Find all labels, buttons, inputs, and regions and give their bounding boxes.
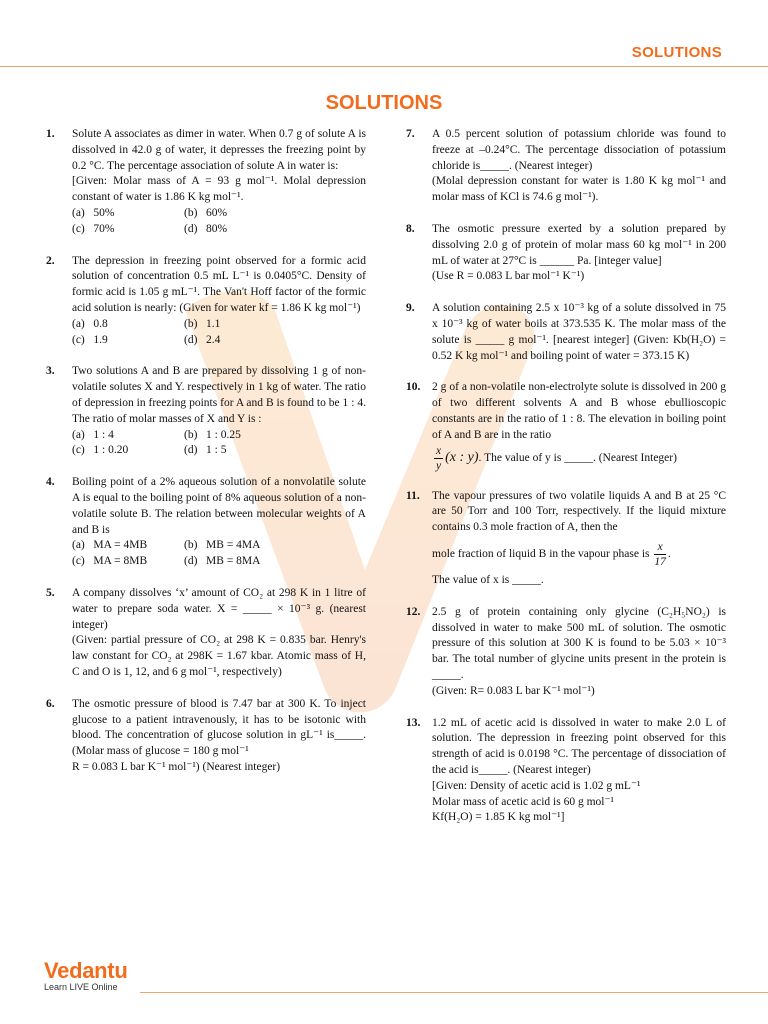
question-2: [46, 254, 366, 349]
question-11: [406, 489, 726, 589]
question-3: [46, 364, 366, 459]
question-inline-text: mole fraction of liquid B in the vapour phase is: [432, 548, 650, 561]
question-extra: The value of x is _____.: [432, 573, 544, 586]
option-b: (b) MB = 4MA: [184, 539, 261, 552]
question-given: (Given: partial pressure of CO₂ at 298 K = 0.835 bar. Henry's law constant for CO₂ at 298K = 1.67 kbar. Atomic mass of H, C and O is 1, 12, and 6 g mol⁻¹, respectively): [72, 634, 366, 678]
fraction: $\frac{x}{y}$: [436, 444, 442, 472]
question-text: 1.2 mL of acetic acid is dissolved in water to make 2.0 L of solution. The depression in freezing point observed for this strength of acid is 0.0198 °C. The percentage of dissociation of the acid is_____. (Nearest integer): [432, 716, 726, 776]
question-tail: .: [667, 548, 671, 561]
option-c: (c) 70%: [72, 222, 115, 235]
left-column: [46, 127, 366, 792]
question-text: The depression in freezing point observed for a formic acid solution of concentration 0.5 mL L⁻¹ is 0.0405°C. Density of formic acid is 1.05 g mL⁻¹. The Van't Hoff factor of the formic acid solution is nearly: (Given for water kf = 1.86 K kg mol⁻¹): [72, 254, 366, 314]
question-text: The vapour pressures of two volatile liquids A and B at 25 °C are 50 Torr and 100 Torr, respectively. If the liquid mixture contains 0.3 mole fraction of A, then the: [432, 489, 726, 534]
option-b: (b) 60%: [184, 206, 228, 219]
option-c: (c) 1.9: [72, 333, 108, 346]
question-given: (Use R = 0.083 L bar mol⁻¹ K⁻¹): [432, 270, 585, 283]
option-a: (a) MA = 4MB: [72, 539, 148, 552]
option-a: (a) 0.8: [72, 317, 108, 330]
header-divider: [0, 66, 768, 67]
question-number: 6.: [46, 697, 55, 710]
question-text: Solute A associates as dimer in water. When 0.7 g of solute A is dissolved in 42.0 g of water, it depresses the freezing point by 0.2 °C. The percentage association of solute A in water is:: [72, 128, 366, 172]
question-text: A solution containing 2.5 x 10⁻³ kg of a solute dissolved in 75 x 10⁻³ kg of water boils at 373.535 K. The molar mass of the solute is _____ g mol⁻¹. [nearest integer] (Given: Kb(H₂O) = 0.52 K kg mol⁻¹ and boiling point of water = 373.15 K): [432, 302, 726, 362]
question-text: The osmotic pressure of blood is 7.47 bar at 300 K. To inject glucose to a patient intravenously, it has to be isotonic with blood. The concentration of glucose solution in gL⁻¹ is_____. (Molar mass of glucose = 180 g mol⁻¹: [72, 697, 366, 758]
question-given: Kf(H₂O) = 1.85 K kg mol⁻¹]: [432, 811, 565, 824]
ratio-expression: (x : y): [445, 449, 479, 465]
question-fraction-line: [432, 540, 726, 569]
question-number: 7.: [406, 128, 415, 140]
question-text: Two solutions A and B are prepared by dissolving 1 g of non-volatile solutes X and Y. respectively in 1 kg of water. The ratio of depression in freezing points for A and B is found to be 1 : 4. The ratio of molar masses of X and Y is :: [72, 365, 366, 425]
question-given: R = 0.083 L bar K⁻¹ mol⁻¹) (Nearest integer): [72, 760, 281, 773]
question-given: Molar mass of acetic acid is 60 g mol⁻¹: [432, 795, 614, 808]
question-text: A 0.5 percent solution of potassium chloride was found to freeze at –0.24°C. The percentage dissociation of potassium chloride is_____. (Nearest integer): [432, 128, 726, 172]
option-d: (d) 80%: [184, 222, 228, 235]
question-10: [406, 380, 726, 472]
question-12: [406, 605, 726, 700]
question-1: [46, 127, 366, 238]
question-text: Boiling point of a 2% aqueous solution of a nonvolatile solute A is equal to the boiling point of 8% aqueous solution of a non-volatile solute B. The relation between molecular weights of A and B is: [72, 476, 366, 536]
question-text: The osmotic pressure exerted by a solution prepared by dissolving 2.0 g of protein of molar mass 60 kg mol⁻¹ in 200 mL of water at 27°C is ______ Pa. [integer value]: [432, 222, 726, 267]
option-b: (b) 1 : 0.25: [184, 428, 241, 441]
option-d: (d) 1 : 5: [184, 444, 227, 457]
option-d: (d) 2.4: [184, 333, 221, 346]
question-4: [46, 475, 366, 570]
question-number: 10.: [406, 381, 421, 394]
question-5: [46, 586, 366, 681]
question-given: (Molal depression constant for water is 1.80 K kg mol⁻¹ and molar mass of KCl is 74.6 g mol⁻¹).: [432, 175, 726, 204]
option-a: (a) 50%: [72, 206, 115, 219]
right-column: [406, 127, 726, 842]
question-number: 11.: [406, 489, 420, 502]
question-number: 1.: [46, 128, 55, 140]
question-number: 13.: [406, 716, 421, 729]
question-6: [46, 697, 366, 776]
question-number: 9.: [406, 302, 415, 315]
question-given: [Given: Density of acetic acid is 1.02 g mL⁻¹: [432, 779, 641, 792]
question-number: 2.: [46, 254, 55, 267]
question-9: [406, 301, 726, 364]
footer-divider: [140, 992, 768, 993]
header-title: SOLUTIONS: [631, 44, 722, 61]
question-7: [406, 127, 726, 206]
question-given: (Given: R= 0.083 L bar K⁻¹ mol⁻¹): [432, 684, 595, 697]
question-number: 3.: [46, 365, 55, 378]
question-number: 5.: [46, 586, 55, 599]
question-number: 8.: [406, 222, 415, 235]
question-13: [406, 716, 726, 827]
option-c: (c) 1 : 0.20: [72, 444, 129, 457]
option-b: (b) 1.1: [184, 317, 221, 330]
logo-tagline: Learn LIVE Online: [44, 982, 118, 992]
question-number: 4.: [46, 476, 55, 489]
question-text: A company dissolves ‘x’ amount of CO₂ at 298 K in 1 litre of water to prepare soda water. X = _____ × 10⁻³ g. (nearest integer): [72, 586, 366, 631]
page-title: SOLUTIONS: [325, 92, 443, 114]
logo-wordmark: Vedantu: [44, 958, 128, 983]
question-text: 2.5 g of protein containing only glycine (C₂H₅NO₂) is dissolved in water to make 500 mL of solution. The osmotic pressure of this solution at 300 K is found to be 5.03 × 10⁻³ bar. The total number of glycine units present in the protein is _____.: [432, 605, 726, 681]
option-c: (c) MA = 8MB: [72, 555, 148, 568]
question-number: 12.: [406, 605, 421, 618]
question-8: [406, 222, 726, 285]
option-d: (d) MB = 8MA: [184, 555, 261, 568]
question-given: [Given: Molar mass of A = 93 g mol⁻¹. Molal depression constant of water is 1.86 K kg mol⁻¹.: [72, 175, 366, 204]
option-a: (a) 1 : 4: [72, 428, 114, 441]
fraction: $\frac{x}{17}$: [654, 540, 666, 568]
question-text: 2 g of a non-volatile non-electrolyte solute is dissolved in 200 g of two different solvents A and B whose ebullioscopic constants are in the ratio of 1 : 8. The elevation in boiling point of A and B are in the ratio: [432, 381, 726, 441]
question-tail: . The value of y is _____. (Nearest Integer): [478, 451, 677, 464]
question-ratio-line: [432, 444, 726, 473]
vedantu-logo: [44, 958, 144, 1008]
